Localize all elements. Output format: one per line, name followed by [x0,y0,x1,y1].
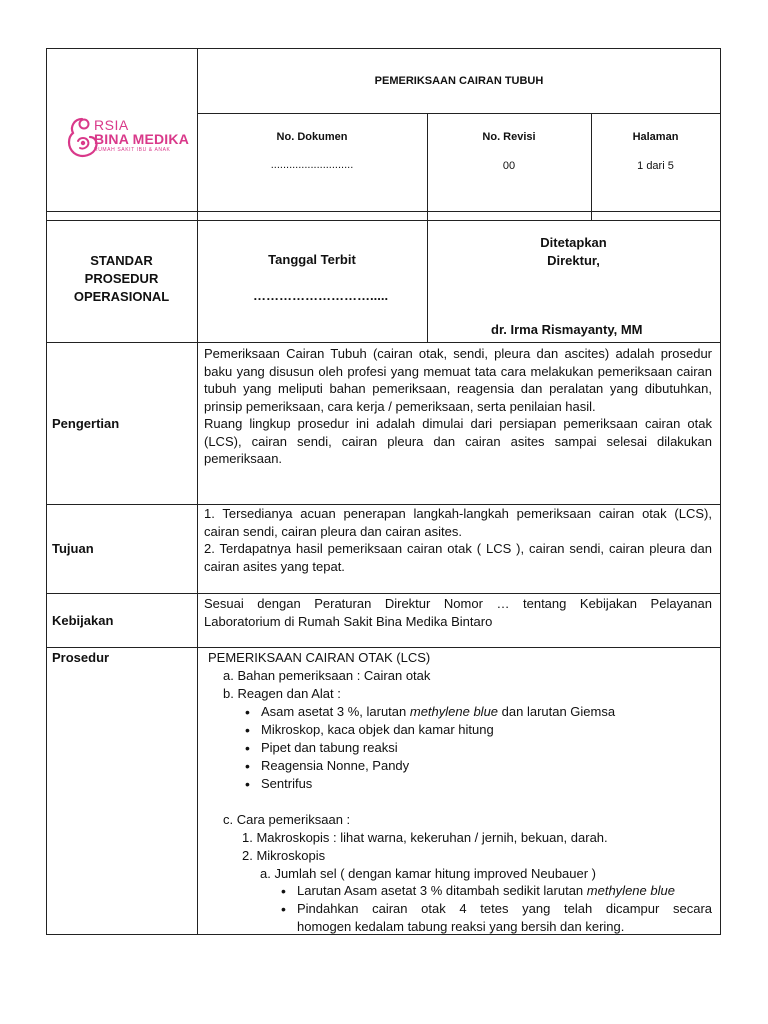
prosedur-item-c: c. Cara pemeriksaan : [223,812,351,827]
logo-rsia-text: RSIA [94,117,129,133]
direktur-label: Direktur, [547,253,600,268]
signatory-name: dr. Irma Rismayanty, MM [491,322,643,337]
spo-label [46,252,197,306]
tanggal-terbit-label: Tanggal Terbit [268,252,356,267]
tanggal-terbit-value: ………………………..... [253,288,389,303]
prosedur-item-b: b. Reagen dan Alat : [223,686,341,701]
spo-label-line2: PROSEDUR [84,271,159,286]
logo-tagline-text: RUMAH SAKIT IBU & ANAK [94,147,171,153]
prosedur-item-a: a. Bahan pemeriksaan : Cairan otak [223,668,431,683]
hospital-logo [64,113,190,161]
reagen-item-1 [261,703,615,721]
no-dokumen-label: No. Dokumen [276,131,348,143]
pengertian-label: Pengertian [52,416,120,431]
kebijakan-text [204,595,712,630]
jumlah-sel-step-1 [297,882,675,900]
tujuan-label: Tujuan [52,541,94,556]
logo-brand-text: BINA MEDIKA [94,131,190,147]
jumlah-sel-step-2 [297,900,712,918]
jumlah-sel-step-1-em: methylene blue [586,883,675,898]
cara-item-2: 2. Mikroskopis [242,848,326,863]
document-title: PEMERIKSAAN CAIRAN TUBUH [374,75,544,87]
prosedur-label: Prosedur [52,650,110,665]
reagen-item-5: • Sentrifus [261,775,312,793]
prosedur-heading: PEMERIKSAAN CAIRAN OTAK (LCS) [208,650,431,665]
jumlah-sel-step-2-line2: homogen kedalam tabung reaksi yang bersih dan kering. [297,919,625,934]
jumlah-sel-step-1-pre: Larutan Asam asetat 3 % ditambah sedikit larutan [297,883,587,898]
kebijakan-label: Kebijakan [52,613,114,628]
cara-item-1: 1. Makroskopis : lihat warna, kekeruhan / jernih, bekuan, darah. [242,830,608,845]
cara-item-2a: a. Jumlah sel ( dengan kamar hitung improved Neubauer ) [260,866,597,881]
no-dokumen-value: ........................... [270,159,354,171]
pengertian-paragraph-2: Ruang lingkup prosedur ini adalah dimulai dari persiapan pemeriksaan cairan otak (LCS), cairan sendi, cairan pleura dan cairan asites sampai selesai dilakukan pemeriksaan. [204,416,712,466]
pengertian-paragraph-1: Pemeriksaan Cairan Tubuh (cairan otak, sendi, pleura dan ascites) adalah prosedur baku yang disusun oleh profesi yang memuat tata cara melakukan pemeriksaan cairan tubuh yang meliputi bahan pemeriksaan, reagensia dan peralatan yang dibutuhkan, prinsip pemeriksaan, cara kerja / pemeriksaan, serta penilaian hasil. [204,346,712,414]
tujuan-item-1: 1. Tersedianya acuan penerapan langkah-langkah pemeriksaan cairan otak (LCS), cairan sendi, cairan pleura dan cairan asites. [204,506,712,539]
reagen-item-2: • Mikroskop, kaca objek dan kamar hitung [261,721,494,739]
reagen-item-1-em: methylene blue [409,704,499,719]
spo-label-line3: OPERASIONAL [73,289,170,304]
ditetapkan-label: Ditetapkan [540,235,607,250]
ditetapkan-block [427,234,720,270]
reagen-item-1-pre: Asam asetat 3 %, larutan [261,704,410,719]
halaman-label: Halaman [632,131,679,143]
halaman-value: 1 dari 5 [637,160,674,172]
reagen-item-1-post: dan larutan Giemsa [498,704,616,719]
reagen-item-3: • Pipet dan tabung reaksi [261,739,398,757]
tujuan-text [204,505,712,575]
spo-label-line1: STANDAR [90,253,153,268]
kebijakan-paragraph: Sesuai dengan Peraturan Direktur Nomor … tentang Kebijakan Pelayanan Laboratorium di Rumah Sakit Bina Medika Bintaro [204,596,712,629]
reagen-item-4: • Reagensia Nonne, Pandy [261,757,409,775]
jumlah-sel-step-2-line1: • Pindahkan cairan otak 4 tetes yang telah dicampur secara [297,901,712,916]
pengertian-text [204,345,712,468]
no-revisi-label: No. Revisi [482,131,536,143]
no-revisi-value: 00 [502,160,516,172]
tujuan-item-2: 2. Terdapatnya hasil pemeriksaan cairan otak ( LCS ), cairan sendi, cairan pleura dan cairan asites yang tepat. [204,541,712,574]
